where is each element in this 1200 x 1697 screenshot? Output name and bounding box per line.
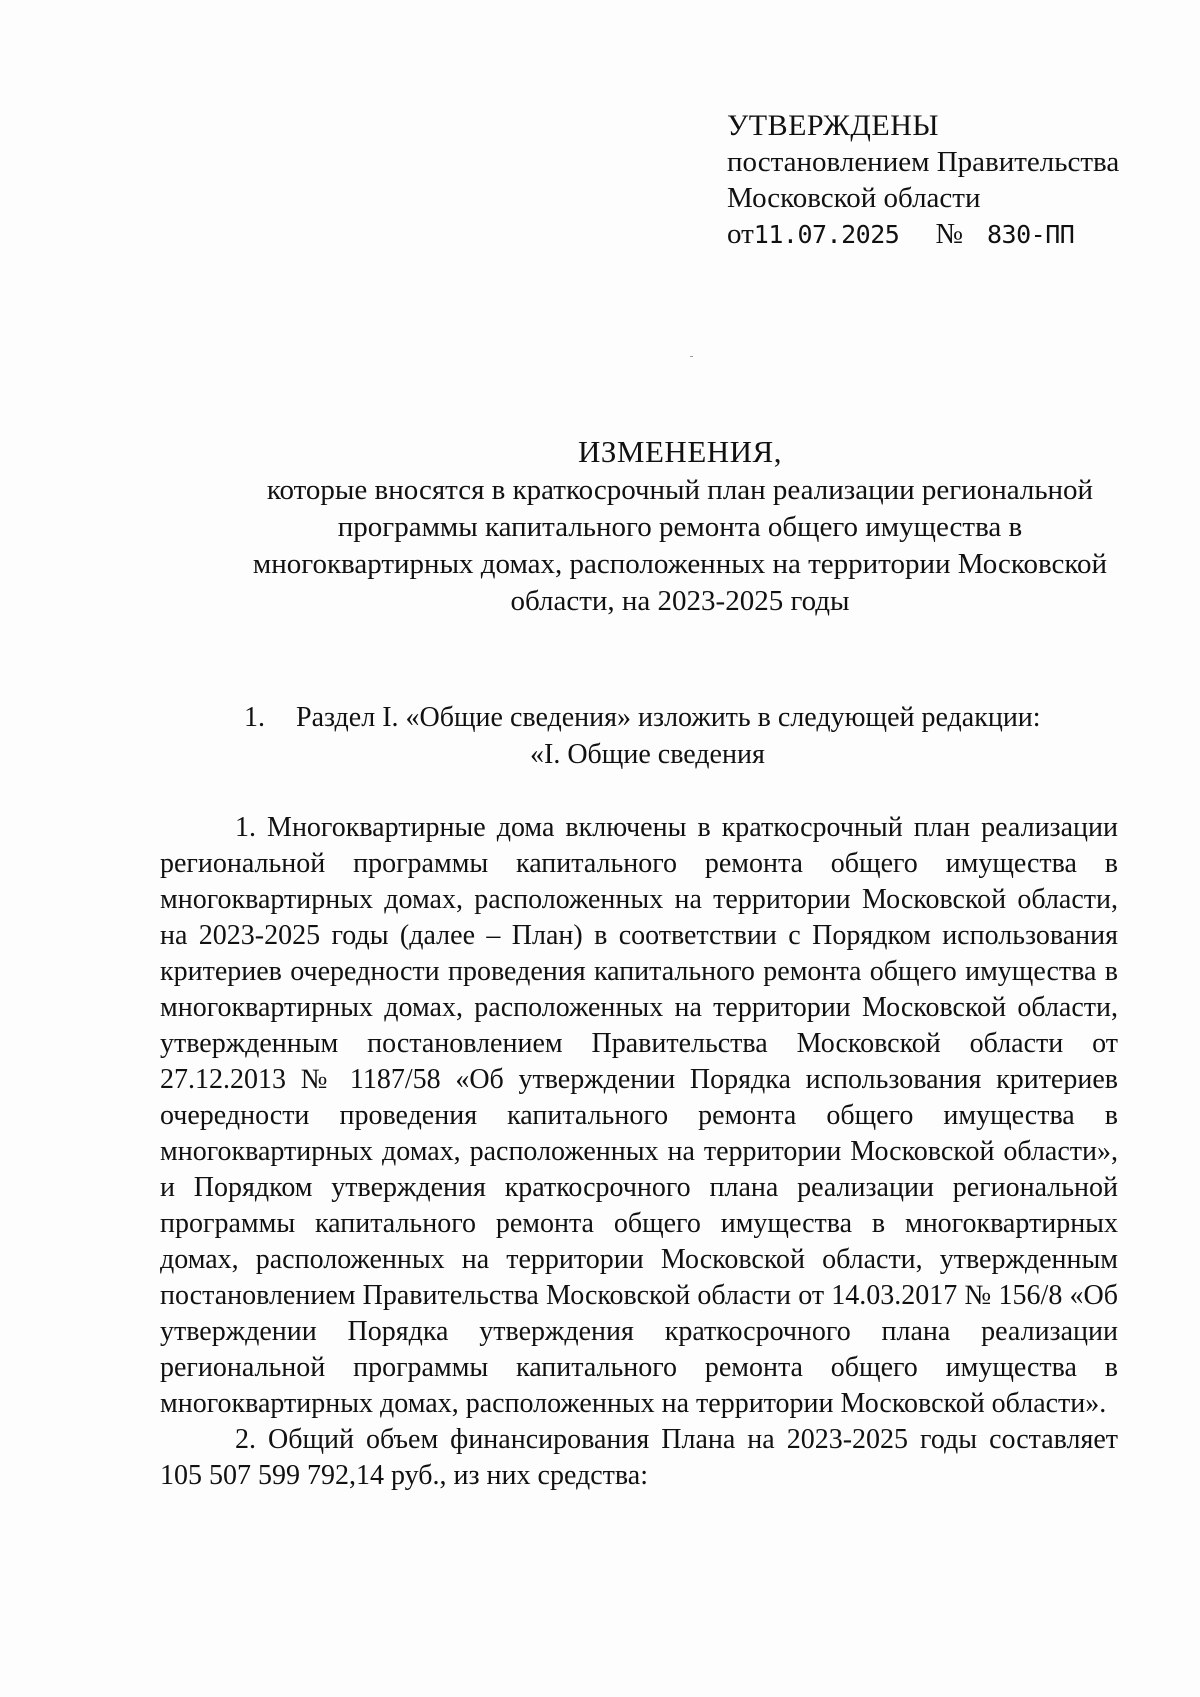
approval-block (727, 108, 1147, 253)
subtitle-line: которые вносятся в краткосрочный план реализации региональной (266, 474, 1094, 506)
document-title: ИЗМЕНЕНИЯ, (578, 434, 782, 469)
approval-title: УТВЕРЖДЕНЫ (727, 109, 940, 142)
item-text: Раздел I. «Общие сведения» изложить в следующей редакции: (296, 702, 1041, 733)
document-heading (240, 432, 1120, 620)
subtitle-line: многоквартирных домах, расположенных на территории Московской (252, 548, 1108, 580)
paragraph-1: 1. Многоквартирные дома включены в краткосрочный план реализации региональной программы капитального ремонта общего имущества в многоквартирных домах, расположенных на территории Московской области, на 2023-2025 годы (далее – План) в соответствии с Порядком использования критериев очередности проведения капитального ремонта общего имущества в многоквартирных домах, расположенных на территории Московской области, утвержденным постановлением Правительства Московской области от 27.12.2013 № 1187/58 «Об утверждении Порядка использования критериев очередности проведения капитального ремонта общего имущества в многоквартирных домах, расположенных на территории Московской области», и Порядком утверждения краткосрочного плана реализации региональной программы капитального ремонта общего имущества в многоквартирных домах, расположенных на территории Московской области, утвержденным постановлением Правительства Московской области от 14.03.2017 № 156/8 «Об утверждении Порядка утверждения краткосрочного плана реализации региональной программы капитального ремонта общего имущества в многоквартирных домах, расположенных на территории Московской области». (160, 812, 1118, 1419)
decree-date-number (727, 216, 1147, 253)
number-sign: № (935, 218, 963, 250)
document-subtitle (240, 472, 1120, 620)
decree-number: 830-ПП (986, 220, 1075, 249)
approval-line-decree: постановлением Правительства (727, 146, 1120, 178)
subtitle-line: области, на 2023-2025 годы (510, 585, 850, 617)
item-number: 1. (244, 702, 265, 733)
section-title: «I. Общие сведения (530, 739, 765, 770)
approval-line-region: Московской области (727, 182, 981, 214)
decree-date: 11.07.2025 (753, 220, 900, 249)
item-1 (244, 700, 1144, 736)
body-text (160, 810, 1118, 1494)
paragraph-2: 2. Общий объем финансирования Плана на 2023-2025 годы составляет 105 507 599 792,14 руб., из них средства: (160, 1424, 1118, 1491)
subtitle-line: программы капитального ремонта общего имущества в (337, 511, 1023, 543)
date-prefix: от (727, 218, 754, 250)
scan-speck (690, 356, 693, 357)
